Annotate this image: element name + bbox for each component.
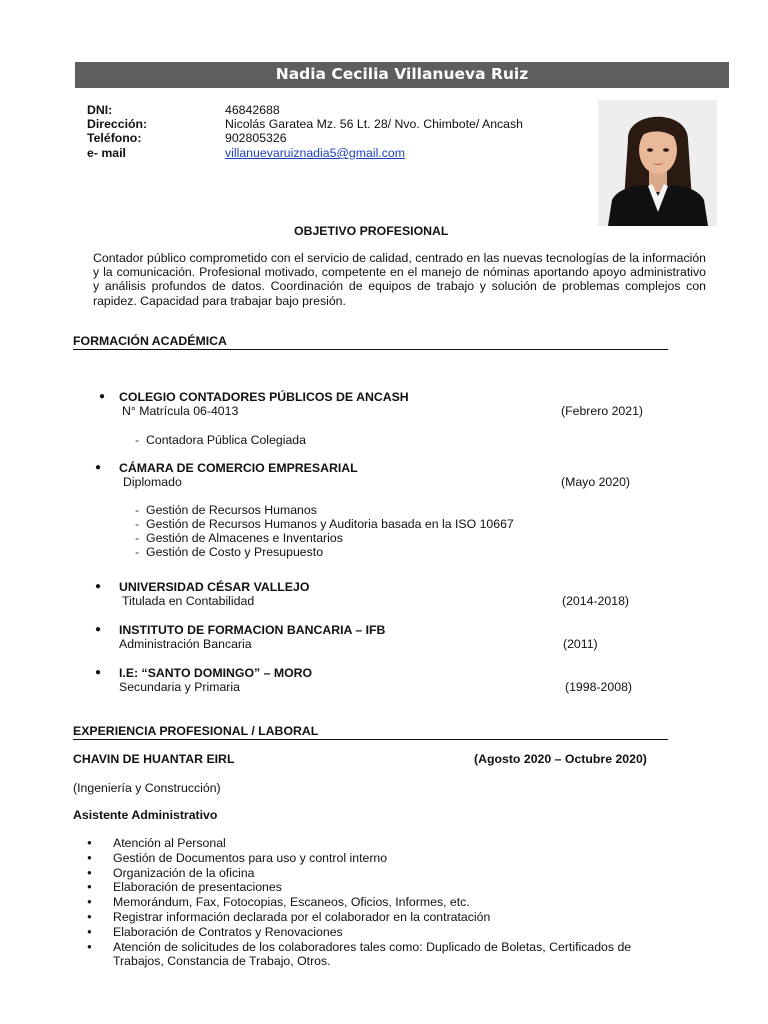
education-subitem: Gestión de Recursos Humanos y Auditoria basada en la ISO 10667 — [146, 517, 514, 531]
education-title: FORMACIÓN ACADÉMICA — [73, 334, 668, 350]
phone-label: Teléfono: — [87, 131, 142, 145]
education-institution: UNIVERSIDAD CÉSAR VALLEJO — [119, 580, 310, 594]
address-value: Nicolás Garatea Mz. 56 Lt. 28/ Nvo. Chimbote/ Ancash — [225, 117, 524, 131]
education-detail: Diplomado — [123, 475, 182, 489]
dash-icon: - — [135, 433, 140, 447]
profile-photo — [598, 100, 717, 226]
list-item: ● Atención de solicitudes de los colaboradores tales como: Duplicado de Boletas, Certificados de Trabajos, Constancia de Trabajo, Otros. — [87, 940, 667, 970]
bullet-icon: ● — [95, 581, 102, 592]
list-item: ● Registrar información declarada por el colaborador en la contratación — [87, 910, 667, 925]
education-institution: I.E: “SANTO DOMINGO” – MORO — [119, 666, 313, 680]
education-date: (2014-2018) — [562, 594, 629, 608]
list-item: ● Atención al Personal — [87, 836, 667, 851]
education-detail: Titulada en Contabilidad — [122, 594, 255, 608]
education-subitem: Gestión de Costo y Presupuesto — [146, 545, 324, 559]
name-header: Nadia Cecilia Villanueva Ruiz — [75, 62, 729, 88]
email-link[interactable]: villanuevaruiznadia5@gmail.com — [225, 146, 405, 160]
bullet-icon: ● — [99, 391, 106, 402]
education-institution: COLEGIO CONTADORES PÚBLICOS DE ANCASH — [119, 390, 409, 404]
dash-icon: - — [135, 545, 140, 559]
education-subitem: Contadora Pública Colegiada — [146, 433, 306, 447]
bullet-icon: ● — [95, 624, 102, 635]
education-subitem: Gestión de Recursos Humanos — [146, 503, 317, 517]
experience-period: (Agosto 2020 – Octubre 2020) — [474, 752, 647, 766]
job-role: Asistente Administrativo — [73, 808, 218, 822]
list-item: ● Memorándum, Fax, Fotocopias, Escaneos, Oficios, Informes, etc. — [87, 895, 667, 910]
objective-text: Contador público comprometido con el servicio de calidad, centrado en las nuevas tecnologías de la información y la comunicación. Profesional motivado, competente en el manejo de nóminas aportando apoyo administrativo y análisis profundos de datos. Coordinación de equipos de trabajo y solución de problemas complejos con rapidez. Capacidad para trabajar bajo presión. — [93, 251, 706, 308]
company-name: CHAVIN DE HUANTAR EIRL — [73, 752, 235, 766]
list-item: ● Elaboración de presentaciones — [87, 880, 667, 895]
education-date: (Mayo 2020) — [561, 475, 631, 489]
objective-title: OBJETIVO PROFESIONAL — [294, 224, 449, 238]
education-detail: N° Matrícula 06-4013 — [122, 404, 239, 418]
education-detail: Administración Bancaria — [119, 637, 252, 651]
company-sector: (Ingeniería y Construcción) — [73, 781, 221, 795]
dash-icon: - — [135, 503, 140, 517]
education-date: (2011) — [563, 637, 598, 651]
education-institution: CÁMARA DE COMERCIO EMPRESARIAL — [119, 461, 358, 475]
bullet-icon: ● — [95, 462, 102, 473]
education-subitem: Gestión de Almacenes e Inventarios — [146, 531, 343, 545]
experience-title: EXPERIENCIA PROFESIONAL / LABORAL — [73, 724, 668, 740]
list-item: ● Organización de la oficina — [87, 866, 667, 881]
dni-value: 46842688 — [225, 103, 280, 117]
bullet-icon: ● — [95, 667, 102, 678]
education-date: (Febrero 2021) — [561, 404, 644, 418]
list-item: ● Elaboración de Contratos y Renovaciones — [87, 925, 667, 940]
education-date: (1998-2008) — [565, 680, 632, 694]
phone-value: 902805326 — [225, 131, 287, 145]
duties-list — [87, 836, 667, 969]
dash-icon: - — [135, 531, 140, 545]
dash-icon: - — [135, 517, 140, 531]
list-item: ● Gestión de Documentos para uso y control interno — [87, 851, 667, 866]
address-label: Dirección: — [87, 117, 148, 131]
dni-label: DNI: — [87, 103, 113, 117]
education-detail: Secundaria y Primaria — [119, 680, 240, 694]
email-label: e- mail — [87, 146, 126, 160]
education-institution: INSTITUTO DE FORMACION BANCARIA – IFB — [119, 623, 386, 637]
